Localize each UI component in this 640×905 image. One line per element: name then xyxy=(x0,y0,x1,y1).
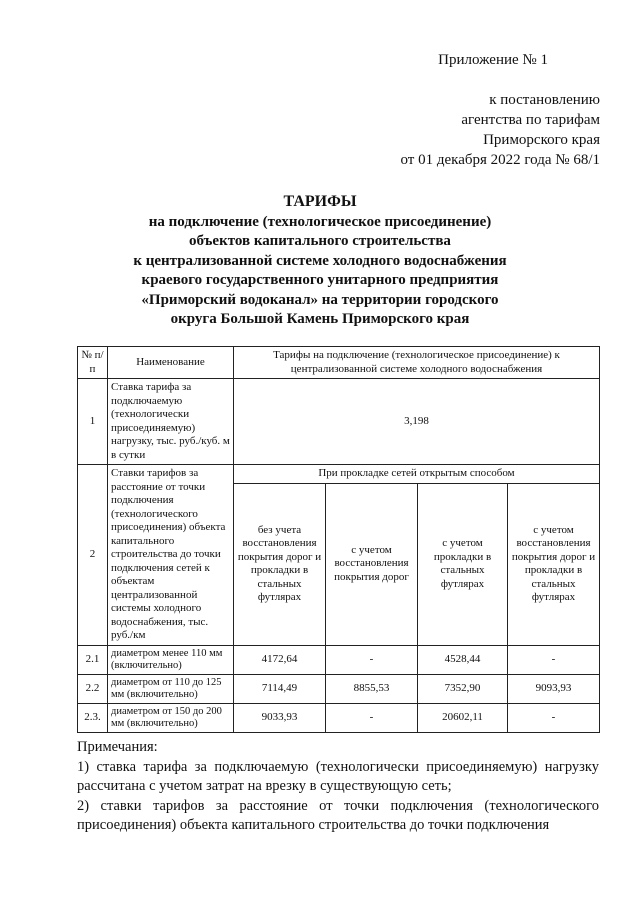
row-name: Ставка тарифа за подключаемую (технологически присоединяемую) нагрузку, тыс. руб./куб. м в сутки xyxy=(108,379,234,465)
row-value: 3,198 xyxy=(234,379,600,465)
table-row xyxy=(78,703,600,732)
value-cell: 4172,64 xyxy=(234,645,326,674)
title-line: краевого государственного унитарного предприятия xyxy=(141,272,499,288)
value-cell: 7352,90 xyxy=(418,674,508,703)
row-name: Ставки тарифов за расстояние от точки подключения (технологического присоединения) объекта капитального строительства до точки подключения сетей к объектам централизованной системы холодного водоснабжения, тыс. руб./км xyxy=(108,465,234,646)
row-num: 1 xyxy=(78,379,108,465)
row-name: диаметром от 110 до 125 мм (включительно) xyxy=(108,674,234,703)
subheader-cell: с учетом восстановления покрытия дорог и прокладки в стальных футлярах xyxy=(508,483,600,645)
approval-line: к постановлению xyxy=(489,92,600,108)
subheader-cell: с учетом прокладки в стальных футлярах xyxy=(418,483,508,645)
row-name: диаметром от 150 до 200 мм (включительно) xyxy=(108,703,234,732)
title-line: к централизованной системе холодного водоснабжения xyxy=(133,252,507,269)
value-cell: - xyxy=(508,645,600,674)
value-cell: 20602,11 xyxy=(418,703,508,732)
tariffs-table xyxy=(77,346,600,733)
row-name: диаметром менее 110 мм (включительно) xyxy=(108,645,234,674)
row-num: 2.1 xyxy=(78,645,108,674)
note-item: 1) ставка тарифа за подключаемую (технологически присоединяемую) нагрузку рассчитана с учетом затрат на врезку в существующую сеть; xyxy=(77,758,599,794)
value-cell: 8855,53 xyxy=(326,674,418,703)
row-num: 2 xyxy=(78,465,108,646)
header-tariffs: Тарифы на подключение (технологическое присоединение) к централизованной системе холодного водоснабжения xyxy=(234,347,600,379)
value-cell: - xyxy=(508,703,600,732)
title-line: объектов капитального строительства xyxy=(189,233,451,249)
table-row xyxy=(78,465,600,484)
subheader-cell: без учета восстановления покрытия дорог и прокладки в стальных футлярах xyxy=(234,483,326,645)
row-num: 2.3. xyxy=(78,703,108,732)
appendix-label: Приложение № 1 xyxy=(438,52,548,68)
table-row xyxy=(78,645,600,674)
subheader-cell: с учетом восстановления покрытия дорог xyxy=(326,483,418,645)
value-cell: 9093,93 xyxy=(508,674,600,703)
notes-section xyxy=(77,738,599,836)
value-cell: - xyxy=(326,645,418,674)
approval-line: от 01 декабря 2022 года № 68/1 xyxy=(400,152,600,168)
title-line: округа Большой Камень Приморского края xyxy=(170,311,470,327)
title-line: «Приморский водоканал» на территории городского xyxy=(141,291,499,308)
value-cell: 9033,93 xyxy=(234,703,326,732)
table-header-row xyxy=(78,347,600,379)
title-line: на подключение (технологическое присоединение) xyxy=(148,213,492,230)
approval-reference xyxy=(400,90,600,170)
open-method-header: При прокладке сетей открытым способом xyxy=(234,465,600,484)
table-row xyxy=(78,674,600,703)
table-row xyxy=(78,379,600,465)
value-cell: 4528,44 xyxy=(418,645,508,674)
approval-line: агентства по тарифам xyxy=(461,112,600,128)
row-num: 2.2 xyxy=(78,674,108,703)
title-main: ТАРИФЫ xyxy=(283,193,357,210)
notes-heading: Примечания: xyxy=(77,739,158,755)
header-num: № п/п xyxy=(78,347,108,379)
value-cell: 7114,49 xyxy=(234,674,326,703)
note-item: 2) ставки тарифов за расстояние от точки подключения (технологического присоединения) объекта капитального строительства до точки подключения xyxy=(77,797,599,833)
value-cell: - xyxy=(326,703,418,732)
document-title xyxy=(0,192,640,330)
header-name: Наименование xyxy=(108,347,234,379)
approval-line: Приморского края xyxy=(483,132,600,148)
